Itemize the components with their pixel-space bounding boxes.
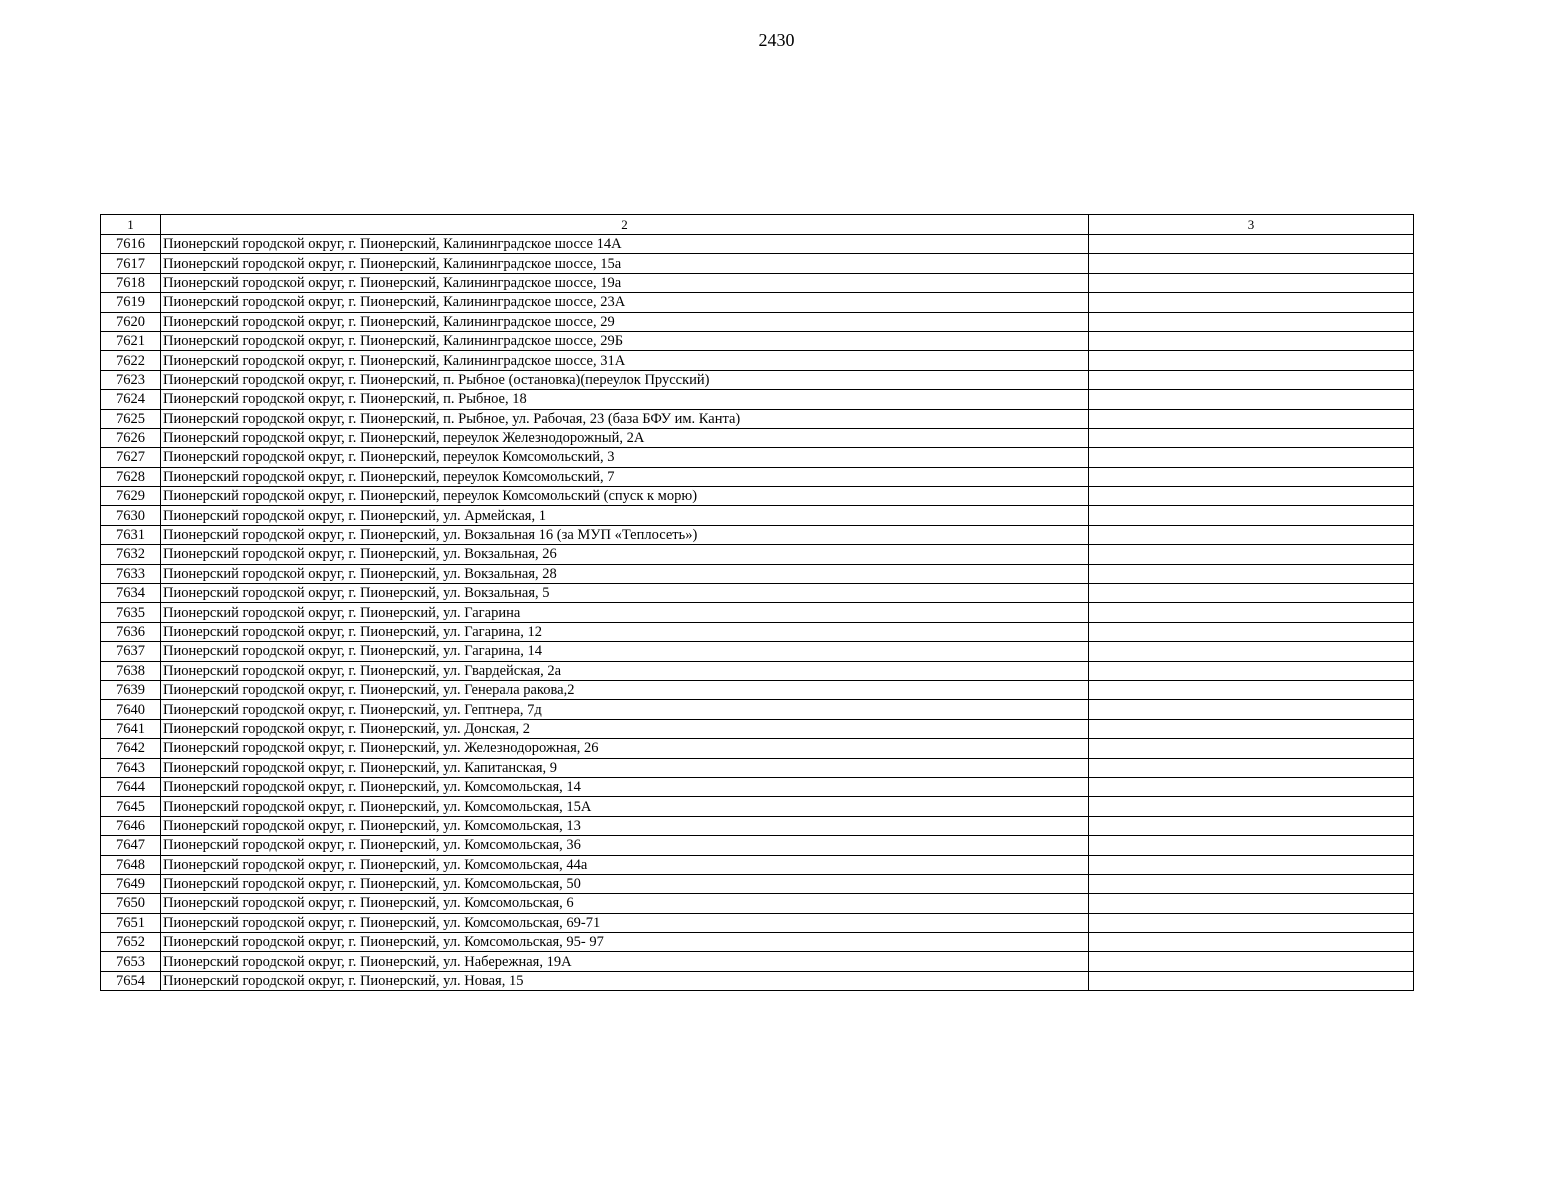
row-number-cell: 7637 bbox=[101, 642, 161, 661]
table-row bbox=[101, 370, 1414, 389]
row-number-cell: 7630 bbox=[101, 506, 161, 525]
row-number-cell: 7623 bbox=[101, 370, 161, 389]
address-cell: Пионерский городской округ, г. Пионерский, ул. Вокзальная, 28 bbox=[161, 564, 1089, 583]
row-number-cell: 7627 bbox=[101, 448, 161, 467]
row-number-cell: 7636 bbox=[101, 622, 161, 641]
table-row bbox=[101, 971, 1414, 990]
note-cell bbox=[1089, 331, 1414, 350]
table-row bbox=[101, 545, 1414, 564]
table-row bbox=[101, 816, 1414, 835]
note-cell bbox=[1089, 351, 1414, 370]
note-cell bbox=[1089, 836, 1414, 855]
header-cell-note: 3 bbox=[1089, 215, 1414, 235]
table-row bbox=[101, 254, 1414, 273]
table-row bbox=[101, 487, 1414, 506]
address-cell: Пионерский городской округ, г. Пионерский, ул. Комсомольская, 95- 97 bbox=[161, 933, 1089, 952]
table-row bbox=[101, 777, 1414, 796]
row-number-cell: 7650 bbox=[101, 894, 161, 913]
row-number-cell: 7649 bbox=[101, 874, 161, 893]
table-row bbox=[101, 719, 1414, 738]
address-cell: Пионерский городской округ, г. Пионерский, Калининградское шоссе, 31А bbox=[161, 351, 1089, 370]
header-cell-number: 1 bbox=[101, 215, 161, 235]
note-cell bbox=[1089, 739, 1414, 758]
table-row bbox=[101, 409, 1414, 428]
address-cell: Пионерский городской округ, г. Пионерский, ул. Железнодорожная, 26 bbox=[161, 739, 1089, 758]
note-cell bbox=[1089, 235, 1414, 254]
table-row bbox=[101, 293, 1414, 312]
note-cell bbox=[1089, 952, 1414, 971]
note-cell bbox=[1089, 971, 1414, 990]
table-row bbox=[101, 564, 1414, 583]
table-row bbox=[101, 894, 1414, 913]
table-row bbox=[101, 797, 1414, 816]
row-number-cell: 7652 bbox=[101, 933, 161, 952]
header-cell-address: 2 bbox=[161, 215, 1089, 235]
note-cell bbox=[1089, 390, 1414, 409]
table-header-row bbox=[101, 215, 1414, 235]
row-number-cell: 7617 bbox=[101, 254, 161, 273]
table-row bbox=[101, 351, 1414, 370]
row-number-cell: 7632 bbox=[101, 545, 161, 564]
row-number-cell: 7620 bbox=[101, 312, 161, 331]
table-row bbox=[101, 642, 1414, 661]
table-row bbox=[101, 913, 1414, 932]
address-cell: Пионерский городской округ, г. Пионерский, ул. Комсомольская, 36 bbox=[161, 836, 1089, 855]
table-row bbox=[101, 700, 1414, 719]
note-cell bbox=[1089, 564, 1414, 583]
note-cell bbox=[1089, 254, 1414, 273]
note-cell bbox=[1089, 797, 1414, 816]
note-cell bbox=[1089, 506, 1414, 525]
address-cell: Пионерский городской округ, г. Пионерский, п. Рыбное, 18 bbox=[161, 390, 1089, 409]
table-row bbox=[101, 874, 1414, 893]
table-row bbox=[101, 680, 1414, 699]
note-cell bbox=[1089, 428, 1414, 447]
table-row bbox=[101, 855, 1414, 874]
table-row bbox=[101, 312, 1414, 331]
row-number-cell: 7640 bbox=[101, 700, 161, 719]
address-cell: Пионерский городской округ, г. Пионерский, ул. Комсомольская, 6 bbox=[161, 894, 1089, 913]
row-number-cell: 7638 bbox=[101, 661, 161, 680]
note-cell bbox=[1089, 545, 1414, 564]
table-row bbox=[101, 273, 1414, 292]
table-row bbox=[101, 603, 1414, 622]
address-cell: Пионерский городской округ, г. Пионерский, п. Рыбное, ул. Рабочая, 23 (база БФУ им. Канта) bbox=[161, 409, 1089, 428]
address-cell: Пионерский городской округ, г. Пионерский, переулок Комсомольский, 3 bbox=[161, 448, 1089, 467]
note-cell bbox=[1089, 448, 1414, 467]
address-cell: Пионерский городской округ, г. Пионерский, ул. Армейская, 1 bbox=[161, 506, 1089, 525]
row-number-cell: 7631 bbox=[101, 525, 161, 544]
row-number-cell: 7628 bbox=[101, 467, 161, 486]
address-cell: Пионерский городской округ, г. Пионерский, ул. Комсомольская, 15А bbox=[161, 797, 1089, 816]
table-row bbox=[101, 428, 1414, 447]
address-cell: Пионерский городской округ, г. Пионерский, ул. Вокзальная 16 (за МУП «Теплосеть») bbox=[161, 525, 1089, 544]
address-cell: Пионерский городской округ, г. Пионерский, ул. Комсомольская, 69-71 bbox=[161, 913, 1089, 932]
address-cell: Пионерский городской округ, г. Пионерский, ул. Гагарина, 12 bbox=[161, 622, 1089, 641]
note-cell bbox=[1089, 467, 1414, 486]
row-number-cell: 7634 bbox=[101, 584, 161, 603]
address-cell: Пионерский городской округ, г. Пионерский, ул. Набережная, 19А bbox=[161, 952, 1089, 971]
note-cell bbox=[1089, 933, 1414, 952]
address-cell: Пионерский городской округ, г. Пионерский, переулок Железнодорожный, 2А bbox=[161, 428, 1089, 447]
note-cell bbox=[1089, 700, 1414, 719]
address-cell: Пионерский городской округ, г. Пионерский, ул. Гептнера, 7д bbox=[161, 700, 1089, 719]
note-cell bbox=[1089, 855, 1414, 874]
note-cell bbox=[1089, 273, 1414, 292]
row-number-cell: 7626 bbox=[101, 428, 161, 447]
note-cell bbox=[1089, 487, 1414, 506]
row-number-cell: 7635 bbox=[101, 603, 161, 622]
row-number-cell: 7651 bbox=[101, 913, 161, 932]
row-number-cell: 7616 bbox=[101, 235, 161, 254]
page-number: 2430 bbox=[758, 30, 795, 50]
address-cell: Пионерский городской округ, г. Пионерский, ул. Вокзальная, 26 bbox=[161, 545, 1089, 564]
address-cell: Пионерский городской округ, г. Пионерский, Калининградское шоссе, 19а bbox=[161, 273, 1089, 292]
note-cell bbox=[1089, 680, 1414, 699]
row-number-cell: 7645 bbox=[101, 797, 161, 816]
row-number-cell: 7654 bbox=[101, 971, 161, 990]
note-cell bbox=[1089, 913, 1414, 932]
note-cell bbox=[1089, 525, 1414, 544]
row-number-cell: 7633 bbox=[101, 564, 161, 583]
note-cell bbox=[1089, 777, 1414, 796]
table-row bbox=[101, 448, 1414, 467]
row-number-cell: 7646 bbox=[101, 816, 161, 835]
note-cell bbox=[1089, 816, 1414, 835]
address-cell: Пионерский городской округ, г. Пионерский, ул. Комсомольская, 44а bbox=[161, 855, 1089, 874]
table-row bbox=[101, 467, 1414, 486]
address-cell: Пионерский городской округ, г. Пионерский, ул. Комсомольская, 50 bbox=[161, 874, 1089, 893]
row-number-cell: 7629 bbox=[101, 487, 161, 506]
address-cell: Пионерский городской округ, г. Пионерский, ул. Гагарина bbox=[161, 603, 1089, 622]
row-number-cell: 7624 bbox=[101, 390, 161, 409]
note-cell bbox=[1089, 409, 1414, 428]
table-row bbox=[101, 331, 1414, 350]
table-row bbox=[101, 952, 1414, 971]
row-number-cell: 7618 bbox=[101, 273, 161, 292]
table-row bbox=[101, 506, 1414, 525]
note-cell bbox=[1089, 874, 1414, 893]
row-number-cell: 7644 bbox=[101, 777, 161, 796]
note-cell bbox=[1089, 642, 1414, 661]
address-cell: Пионерский городской округ, г. Пионерский, ул. Комсомольская, 13 bbox=[161, 816, 1089, 835]
address-cell: Пионерский городской округ, г. Пионерский, ул. Новая, 15 bbox=[161, 971, 1089, 990]
address-cell: Пионерский городской округ, г. Пионерский, ул. Капитанская, 9 bbox=[161, 758, 1089, 777]
row-number-cell: 7647 bbox=[101, 836, 161, 855]
note-cell bbox=[1089, 894, 1414, 913]
address-cell: Пионерский городской округ, г. Пионерский, Калининградское шоссе 14А bbox=[161, 235, 1089, 254]
table-row bbox=[101, 739, 1414, 758]
table-row bbox=[101, 836, 1414, 855]
address-cell: Пионерский городской округ, г. Пионерский, ул. Генерала ракова,2 bbox=[161, 680, 1089, 699]
table-row bbox=[101, 758, 1414, 777]
row-number-cell: 7643 bbox=[101, 758, 161, 777]
address-cell: Пионерский городской округ, г. Пионерский, Калининградское шоссе, 15а bbox=[161, 254, 1089, 273]
address-cell: Пионерский городской округ, г. Пионерский, переулок Комсомольский (спуск к морю) bbox=[161, 487, 1089, 506]
note-cell bbox=[1089, 312, 1414, 331]
address-cell: Пионерский городской округ, г. Пионерский, ул. Гвардейская, 2а bbox=[161, 661, 1089, 680]
row-number-cell: 7639 bbox=[101, 680, 161, 699]
row-number-cell: 7622 bbox=[101, 351, 161, 370]
table-row bbox=[101, 525, 1414, 544]
address-cell: Пионерский городской округ, г. Пионерский, п. Рыбное (остановка)(переулок Прусский) bbox=[161, 370, 1089, 389]
table-row bbox=[101, 622, 1414, 641]
address-table bbox=[100, 214, 1414, 991]
address-cell: Пионерский городской округ, г. Пионерский, Калининградское шоссе, 23А bbox=[161, 293, 1089, 312]
address-cell: Пионерский городской округ, г. Пионерский, ул. Комсомольская, 14 bbox=[161, 777, 1089, 796]
note-cell bbox=[1089, 603, 1414, 622]
note-cell bbox=[1089, 758, 1414, 777]
note-cell bbox=[1089, 719, 1414, 738]
row-number-cell: 7625 bbox=[101, 409, 161, 428]
note-cell bbox=[1089, 370, 1414, 389]
address-cell: Пионерский городской округ, г. Пионерский, ул. Донская, 2 bbox=[161, 719, 1089, 738]
row-number-cell: 7619 bbox=[101, 293, 161, 312]
row-number-cell: 7621 bbox=[101, 331, 161, 350]
note-cell bbox=[1089, 622, 1414, 641]
address-cell: Пионерский городской округ, г. Пионерский, ул. Вокзальная, 5 bbox=[161, 584, 1089, 603]
table-row bbox=[101, 933, 1414, 952]
note-cell bbox=[1089, 661, 1414, 680]
row-number-cell: 7641 bbox=[101, 719, 161, 738]
address-cell: Пионерский городской округ, г. Пионерский, переулок Комсомольский, 7 bbox=[161, 467, 1089, 486]
table-row bbox=[101, 390, 1414, 409]
table-row bbox=[101, 235, 1414, 254]
row-number-cell: 7648 bbox=[101, 855, 161, 874]
table-row bbox=[101, 661, 1414, 680]
table-row bbox=[101, 584, 1414, 603]
address-cell: Пионерский городской округ, г. Пионерский, Калининградское шоссе, 29Б bbox=[161, 331, 1089, 350]
row-number-cell: 7642 bbox=[101, 739, 161, 758]
row-number-cell: 7653 bbox=[101, 952, 161, 971]
note-cell bbox=[1089, 293, 1414, 312]
address-cell: Пионерский городской округ, г. Пионерский, Калининградское шоссе, 29 bbox=[161, 312, 1089, 331]
address-cell: Пионерский городской округ, г. Пионерский, ул. Гагарина, 14 bbox=[161, 642, 1089, 661]
note-cell bbox=[1089, 584, 1414, 603]
